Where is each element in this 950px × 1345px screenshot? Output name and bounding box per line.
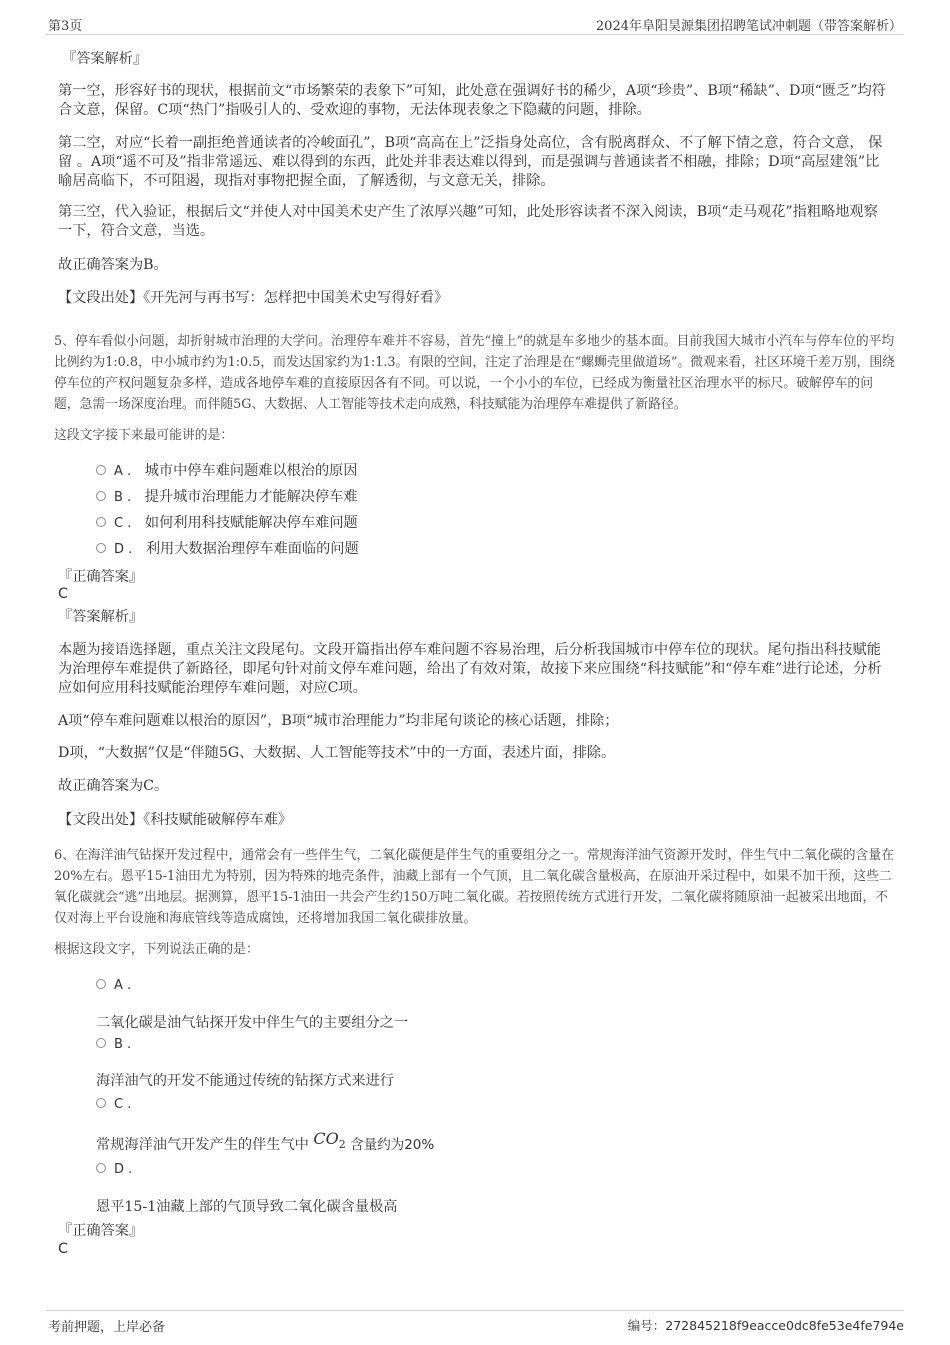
question-6-option-a[interactable]: A . — [96, 976, 131, 995]
analysis-paragraph-2: A项“停车难问题难以根治的原因”，B项“城市治理能力”均非尾句谈论的核心话题，排除； — [58, 713, 619, 729]
question-6-option-b[interactable]: B . — [96, 1035, 131, 1054]
correct-answer-label: 『正确答案』 — [58, 1223, 144, 1239]
radio-icon[interactable] — [96, 1098, 106, 1108]
analysis-paragraph-1: 第一空，形容好书的现状，根据前文“市场繁荣的表象下”可知，此处意在强调好书的稀少，A项“珍贵”、B项“稀缺”、D项“匮乏”均符合文意，保留。C项“热门”指吸引人的、受欢迎的事物，无法体现表象之下隐藏的问题，排除。 — [58, 83, 886, 118]
correct-answer-value: C — [58, 586, 68, 602]
analysis-label: 『答案解析』 — [58, 609, 144, 625]
radio-icon[interactable] — [96, 517, 106, 527]
page-header — [46, 12, 904, 35]
analysis-paragraph-3: D项，“大数据”仅是“伴随5G、大数据、人工智能等技术”中的一方面，表述片面，排除。 — [58, 745, 616, 761]
correct-answer-label: 『正确答案』 — [58, 569, 144, 585]
question-5-stem: 5、停车看似小问题，却折射城市治理的大学问。治理停车难并不容易，首先“撞上”的就是车多地少的基本面。目前我国大城市小汽车与停车位的平均比例约为1:0.8，中小城市约为1:0.5，而发达国家约为1:1.3。有限的空间，注定了治理是在“螺蛳壳里做道场”。微观来看，社区环境千差万别，围绕停车位的产权问题复杂多样，造成各地停车难的直接原因各有不同。可以说，一个小小的车位，已经成为衡量社区治理水平的标尺。破解停车的问题，急需一场深度治理。而伴随5G、大数据、人工智能等技术走向成熟，科技赋能为治理停车难提供了新路径。 — [54, 334, 895, 412]
source-citation: 【文段出处】《科技赋能破解停车难》 — [58, 812, 293, 828]
radio-icon[interactable] — [96, 1163, 106, 1173]
radio-icon[interactable] — [96, 1038, 106, 1048]
question-5-option-c[interactable]: C . 如何利用科技赋能解决停车难问题 — [96, 514, 358, 533]
question-5-option-a[interactable]: A . 城市中停车难问题难以根治的原因 — [96, 462, 358, 481]
document-title: 2024年阜阳昊源集团招聘笔试冲刺题（带答案解析） — [595, 19, 902, 34]
question-6-prompt: 根据这段文字，下列说法正确的是： — [54, 942, 259, 957]
correct-answer-value: C — [58, 1241, 68, 1257]
question-6-option-b-text: 海洋油气的开发不能通过传统的钻探方式来进行 — [96, 1073, 394, 1089]
co2-formula: $CO_2$ — [313, 1129, 346, 1152]
radio-icon[interactable] — [96, 491, 106, 501]
radio-icon[interactable] — [96, 979, 106, 989]
question-6-option-a-text: 二氧化碳是油气钻探开发中伴生气的主要组分之一 — [96, 1015, 409, 1031]
analysis-paragraph-2: 第二空，对应“长着一副拒绝普通读者的冷峻面孔”，B项“高高在上”泛指身处高位，含有脱离群众、不了解下情之意，符合文意， 保留 。A项“遥不可及”指非常遥远、难以得到的东西，此处并非表达难以得到，而是强调与普通读者不相融，排除；D项“高屋建瓴”比喻居高临下，不可阻遏，现指对事物把握全面，了解透彻，与文意无关，排除。 — [58, 135, 883, 189]
question-6-stem: 6、在海洋油气钻探开发过程中，通常会有一些伴生气，二氧化碳便是伴生气的重要组分之一。常规海洋油气资源开发时，伴生气中二氧化碳的含量在20%左右。恩平15-1油田尤为特别，因为特殊的地壳条件，油藏上部有一个气顶，且二氧化碳含量极高，在原油开采过程中，如果不加干预，这些二氧化碳就会“逃”出地层。据测算，恩平15-1油田一共会产生约150万吨二氧化碳。若按照传统方式进行开发，二氧化碳将随原油一起被采出地面，不仅对海上平台设施和海底管线等造成腐蚀，还将增加我国二氧化碳排放量。 — [54, 848, 894, 926]
analysis-label: 『答案解析』 — [62, 51, 148, 67]
analysis-conclusion: 故正确答案为B。 — [58, 257, 168, 273]
analysis-paragraph-3: 第三空，代入验证，根据后文“并使人对中国美术史产生了浓厚兴趣”可知，此处形容读者不深入阅读，B项“走马观花”指粗略地观察一下，符合文意，当选。 — [58, 204, 878, 239]
analysis-conclusion: 故正确答案为C。 — [58, 778, 169, 794]
page-number: 第3页 — [48, 19, 83, 34]
question-6-option-d[interactable]: D . — [96, 1160, 132, 1179]
question-6-option-c-text: 常规海洋油气开发产生的伴生气中 $CO_2$ 含量约为20% — [96, 1129, 435, 1153]
page-footer — [46, 1310, 904, 1335]
question-5-option-b[interactable]: B . 提升城市治理能力才能解决停车难 — [96, 488, 358, 507]
source-citation: 【文段出处】《开先河与再书写：怎样把中国美术史写得好看》 — [58, 290, 449, 306]
question-6-option-d-text: 恩平15-1油藏上部的气顶导致二氧化碳含量极高 — [96, 1199, 398, 1215]
radio-icon[interactable] — [96, 543, 106, 553]
footer-slogan: 考前押题，上岸必备 — [48, 1320, 166, 1335]
radio-icon[interactable] — [96, 465, 106, 475]
question-6-option-c[interactable]: C . — [96, 1095, 131, 1114]
question-5-prompt: 这段文字接下来最可能讲的是： — [54, 428, 234, 443]
document-code: 编号：272845218f9eacce0dc8fe53e4fe794e — [627, 1318, 904, 1333]
analysis-paragraph-1: 本题为接语选择题，重点关注文段尾句。文段开篇指出停车难问题不容易治理，后分析我国城市中停车位的现状。尾句指出科技赋能为治理停车难提供了新路径，即尾句针对前文停车难问题，给出了有效对策，故接下来应围绕“科技赋能”和“停车难”进行论述，分析应如何应用科技赋能治理停车难问题，对应C项。 — [58, 642, 882, 696]
question-5-option-d[interactable]: D . 利用大数据治理停车难面临的问题 — [96, 540, 359, 559]
